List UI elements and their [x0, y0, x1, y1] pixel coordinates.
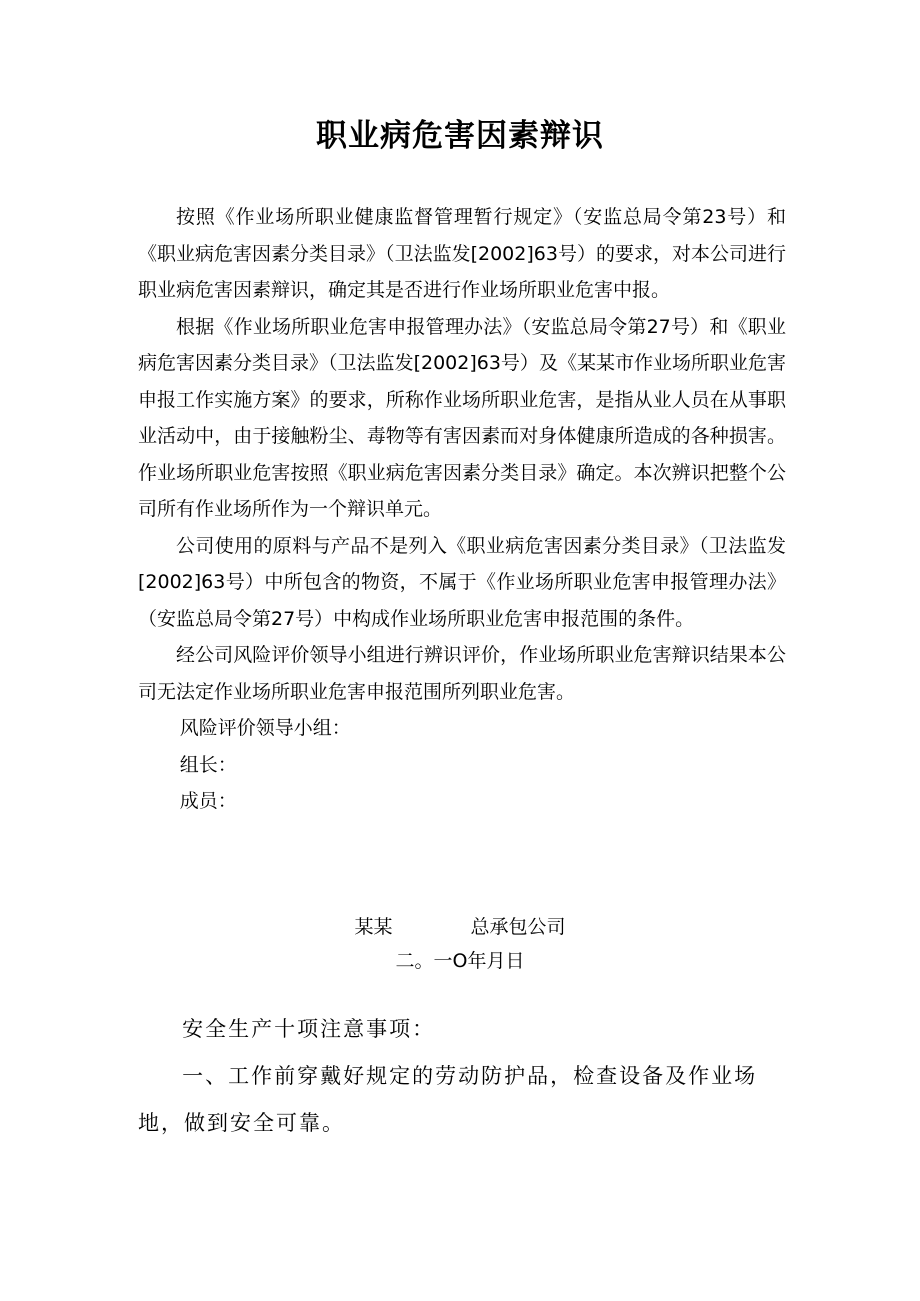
document-body	[138, 199, 786, 820]
safety-notes	[138, 1006, 788, 1147]
signature-date: 二。一O年月日	[395, 950, 525, 972]
company-suffix: 总承包公司	[470, 916, 566, 938]
company-name	[0, 910, 920, 944]
notes-heading: 安全生产十项注意事项：	[182, 1017, 436, 1041]
notes-item-1: 一、工作前穿戴好规定的劳动防护品，检查设备及作业场地，做到安全可靠。	[138, 1064, 758, 1135]
group-label: 风险评价领导小组：	[179, 717, 351, 739]
members-label: 成员：	[179, 790, 237, 812]
paragraph-3: 公司使用的原料与产品不是列入《职业病危害因素分类目录》（卫法监发[2002]63号）中所包含的物资，不属于《作业场所职业危害申报管理办法》（安监总局令第27号）中构成作业场所职业危害申报范围的条件。	[138, 534, 786, 630]
signature-block	[0, 910, 920, 978]
paragraph-2: 根据《作业场所职业危害申报管理办法》（安监总局令第27号）和《职业病危害因素分类目录》（卫法监发[2002]63号）及《某某市作业场所职业危害申报工作实施方案》的要求，所称作业场所职业危害，是指从业人员在从事职业活动中，由于接触粉尘、毒物等有害因素而对身体健康所造成的各种损害。作业场所职业危害按照《职业病危害因素分类目录》确定。本次辨识把整个公司所有作业场所作为一个辩识单元。	[138, 315, 786, 520]
company-prefix: 某某	[354, 916, 393, 938]
document-title: 职业病危害因素辩识	[316, 118, 604, 154]
leader-label: 组长：	[179, 753, 237, 776]
paragraph-4: 经公司风险评价领导小组进行辨识评价，作业场所职业危害辩识结果本公司无法定作业场所职业危害申报范围所列职业危害。	[138, 644, 786, 703]
paragraph-1: 按照《作业场所职业健康监督管理暂行规定》（安监总局令第23号）和《职业病危害因素分类目录》（卫法监发[2002]63号）的要求，对本公司进行职业病危害因素辩识，确定其是否进行作业场所职业危害中报。	[138, 206, 786, 301]
